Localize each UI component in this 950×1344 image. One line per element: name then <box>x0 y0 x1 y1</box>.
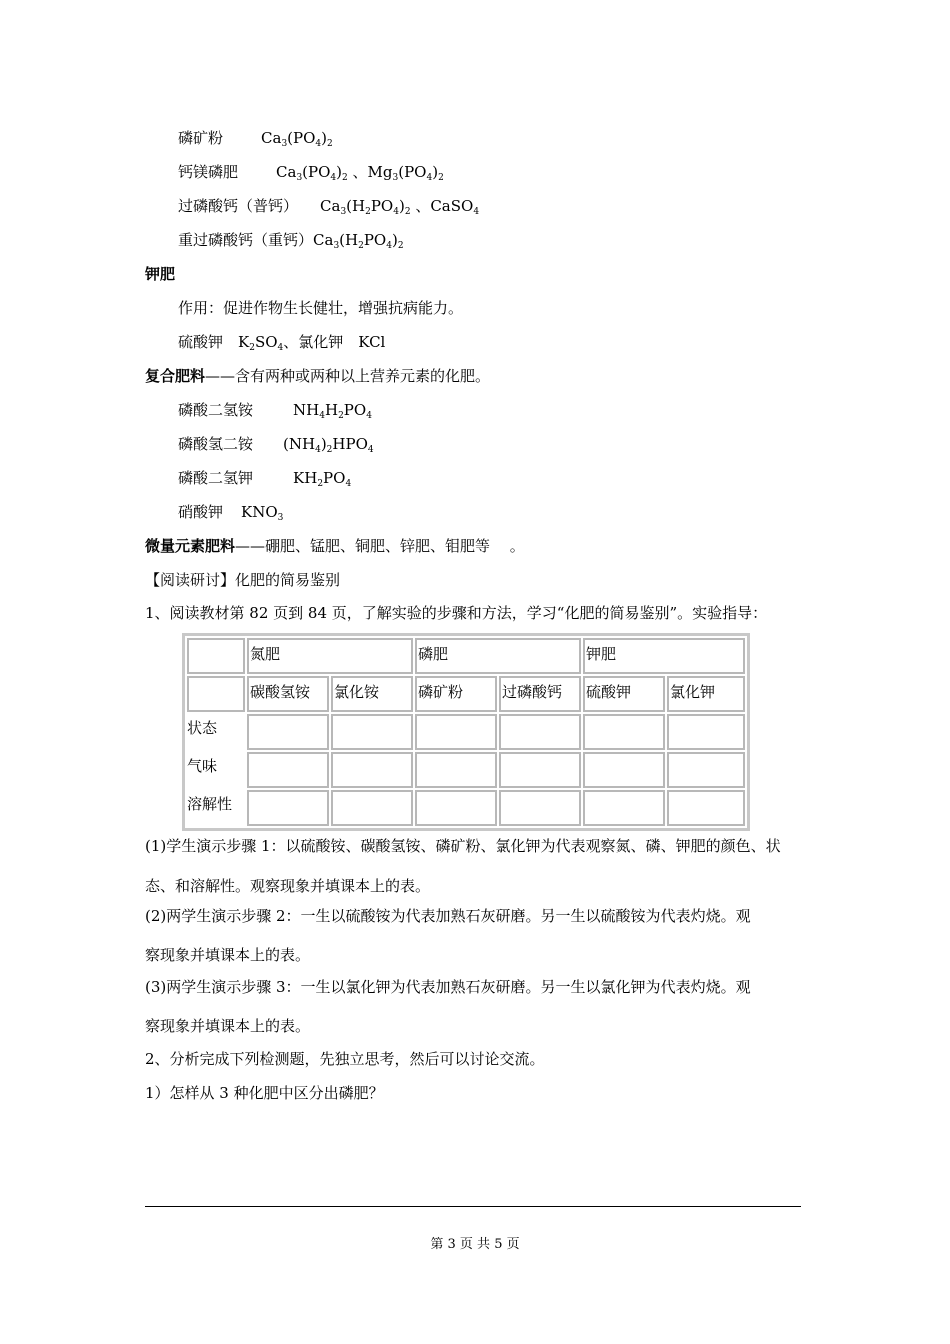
step-3-line-2: 察现象并填课本上的表。 <box>145 1017 311 1035</box>
item-2: 2、分析完成下列检测题，先独立思考，然后可以讨论交流。 <box>145 1050 545 1068</box>
table-row-header: 气味 <box>187 757 218 775</box>
table-subheader: 碳酸氢铵 <box>247 676 329 712</box>
step-2-line-1: (2)两学生演示步骤 2：一生以硫酸铵为代表加熟石灰研磨。另一生以硫酸铵为代表灼烧。观 <box>145 907 751 925</box>
table-cell <box>583 790 665 826</box>
compound-heading: 复合肥料——含有两种或两种以上营养元素的化肥。 <box>145 367 491 385</box>
chemical-formula: $Ca_3(H_2PO_4)_2$ <box>313 231 404 251</box>
compound-name: 磷酸二氢钾 <box>178 469 254 487</box>
phosphate-name: 重过磷酸钙（重钙） <box>178 231 314 249</box>
chemical-formula: $(NH_4)_2HPO_4$ <box>283 435 374 455</box>
step-1-line-1: (1)学生演示步骤 1：以硫酸铵、碳酸氢铵、磷矿粉、氯化钾为代表观察氮、磷、钾肥的颜色、状 <box>145 837 781 855</box>
table-cell <box>331 714 413 750</box>
compound-item-2 <box>178 434 374 454</box>
phosphate-name: 磷矿粉 <box>178 129 224 147</box>
compound-item-3 <box>178 468 351 488</box>
table-cell <box>667 714 745 750</box>
table-subheader: 过磷酸钙 <box>499 676 581 712</box>
phosphate-item-1 <box>178 128 333 148</box>
chemical-formula: $Ca_3(H_2PO_4)_2$ 、CaSO$_4$ <box>320 197 480 217</box>
table-row <box>187 752 745 788</box>
chemical-formula: $KNO_3$ <box>241 503 284 523</box>
chemical-formula: $NH_4H_2PO_4$ <box>293 401 372 421</box>
fertilizer-table <box>182 633 750 831</box>
table-subheader: 氯化钾 <box>667 676 745 712</box>
table-cell <box>667 790 745 826</box>
table-group-header: 磷肥 <box>415 638 581 674</box>
table-subheader-row <box>187 676 745 712</box>
trace-heading: 微量元素肥料——硼肥、锰肥、铜肥、锌肥、钼肥等 。 <box>145 537 525 555</box>
step-3-line-1: (3)两学生演示步骤 3：一生以氯化钾为代表加熟石灰研磨。另一生以氯化钾为代表灼烧。观 <box>145 978 751 996</box>
question-1: 1）怎样从 3 种化肥中区分出磷肥？ <box>145 1084 384 1102</box>
table-cell <box>331 752 413 788</box>
table-cell <box>247 790 329 826</box>
table-cell <box>415 752 497 788</box>
phosphate-item-2 <box>178 162 444 182</box>
compound-item-4 <box>178 502 283 522</box>
table-cell <box>331 790 413 826</box>
compound-name: 磷酸氢二铵 <box>178 435 254 453</box>
table-cell <box>247 752 329 788</box>
table-row <box>187 714 745 750</box>
table-corner-cell <box>187 638 245 674</box>
table-subheader: 氯化铵 <box>331 676 413 712</box>
table-cell <box>583 714 665 750</box>
table-group-header: 钾肥 <box>583 638 745 674</box>
table-row <box>187 790 745 826</box>
table-row-header: 状态 <box>187 719 218 737</box>
potash-examples: 硫酸钾 $K_2SO_4$、氯化钾 KCl <box>178 333 386 353</box>
table-group-header: 氮肥 <box>247 638 413 674</box>
reading-title: 【阅读研讨】化肥的简易鉴别 <box>145 571 341 589</box>
table-subheader: 硫酸钾 <box>583 676 665 712</box>
table-cell <box>583 752 665 788</box>
table-group-row <box>187 638 745 674</box>
phosphate-name: 钙镁磷肥 <box>178 163 239 181</box>
table-cell <box>415 714 497 750</box>
chemical-formula: $KH_2PO_4$ <box>293 469 352 489</box>
potash-function: 作用：促进作物生长健壮，增强抗病能力。 <box>178 299 464 317</box>
table-cell <box>667 752 745 788</box>
page-footer: 第 3 页 共 5 页 <box>430 1237 520 1252</box>
phosphate-item-4 <box>178 230 404 250</box>
compound-name: 硝酸钾 <box>178 503 224 521</box>
step-1-line-2: 态、和溶解性。观察现象并填课本上的表。 <box>145 877 431 895</box>
footer-rule <box>145 1206 801 1207</box>
phosphate-name: 过磷酸钙（普钙） <box>178 197 299 215</box>
table-cell <box>415 790 497 826</box>
table-corner-cell <box>187 676 245 712</box>
phosphate-item-3 <box>178 196 479 216</box>
table-cell <box>499 714 581 750</box>
item-1: 1、阅读教材第 82 页到 84 页，了解实验的步骤和方法，学习“化肥的简易鉴别”。实验指导： <box>145 604 768 622</box>
step-2-line-2: 察现象并填课本上的表。 <box>145 946 311 964</box>
compound-item-1 <box>178 400 372 420</box>
table-subheader: 磷矿粉 <box>415 676 497 712</box>
potash-heading: 钾肥 <box>145 265 176 283</box>
table-cell <box>247 714 329 750</box>
table-cell <box>499 790 581 826</box>
chemical-formula: $Ca_3(PO_4)_2$ <box>261 129 333 149</box>
table-cell <box>499 752 581 788</box>
compound-name: 磷酸二氢铵 <box>178 401 254 419</box>
chemical-formula: $Ca_3(PO_4)_2$ 、$Mg_3(PO_4)_2$ <box>276 163 444 183</box>
table-row-header: 溶解性 <box>187 795 233 813</box>
